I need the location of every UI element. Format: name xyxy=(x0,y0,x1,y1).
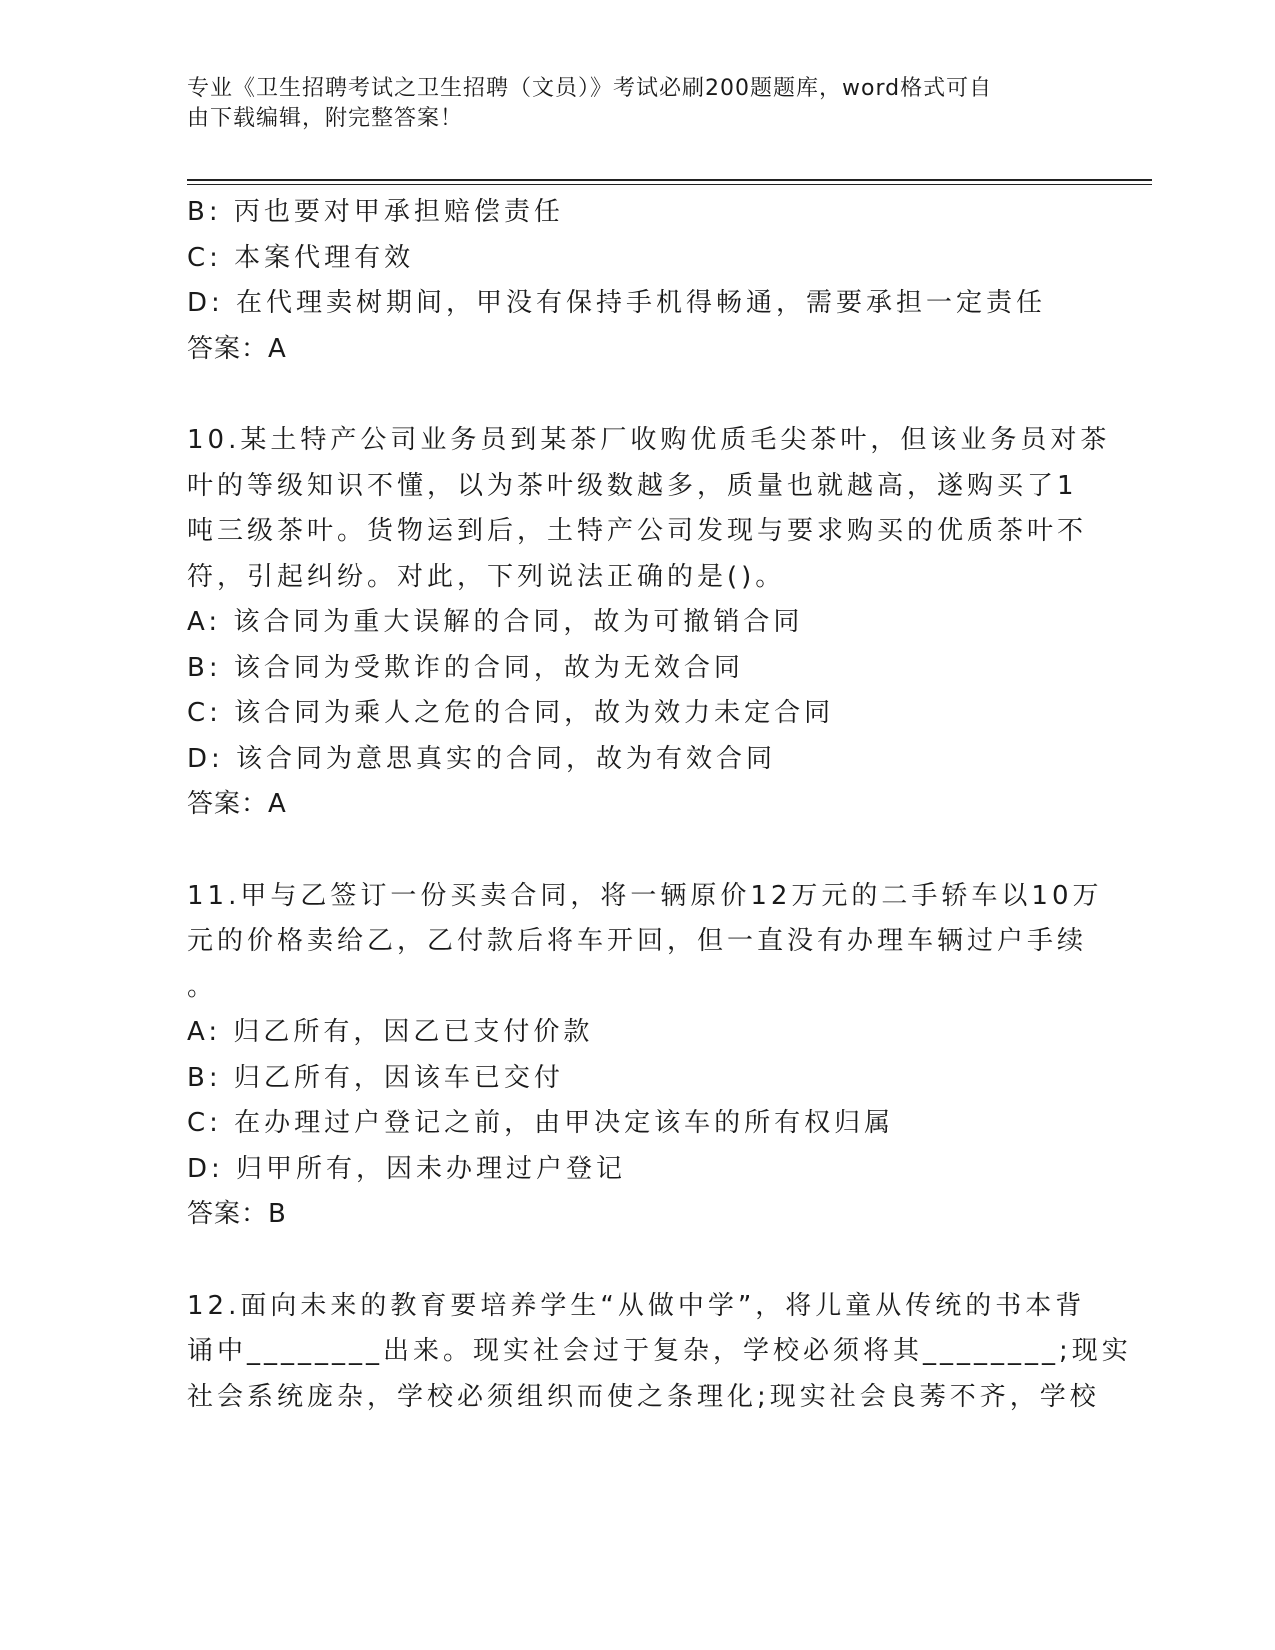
document-body xyxy=(187,190,1132,1420)
q12-stem-line: 诵中________出来。现实社会过于复杂，学校必须将其________;现实 xyxy=(187,1336,1132,1366)
q11-option-d: D: 归甲所有，因未办理过户登记 xyxy=(187,1153,627,1184)
spacer xyxy=(187,1238,1087,1284)
q10-option-a: A: 该合同为重大误解的合同，故为可撤销合同 xyxy=(187,607,804,637)
q10-stem-line: 10.某土特产公司业务员到某茶厂收购优质毛尖茶叶，但该业务员对茶 xyxy=(187,425,1111,455)
q10-option-c: C: 该合同为乘人之危的合同，故为效力未定合同 xyxy=(187,698,835,728)
header-line-2: 由下载编辑，附完整答案！ xyxy=(187,106,464,131)
q11-stem-line: 元的价格卖给乙，乙付款后将车开回，但一直没有办理车辆过户手续 xyxy=(187,926,1088,956)
q12-stem-line: 社会系统庞杂，学校必须组织而使之条理化;现实社会良莠不齐，学校 xyxy=(187,1381,1100,1412)
q11-stem-line: 11.甲与乙签订一份买卖合同，将一辆原价12万元的二手轿车以10万 xyxy=(187,880,1103,911)
spacer xyxy=(187,828,1087,874)
spacer xyxy=(187,372,1087,418)
q9-option-b: B: 丙也要对甲承担赔偿责任 xyxy=(187,197,564,227)
header-rule-thick xyxy=(187,179,1152,181)
q11-answer: 答案：B xyxy=(187,1199,287,1229)
q11-stem-line: 。 xyxy=(187,971,218,1002)
q10-stem-line: 符，引起纠纷。对此，下列说法正确的是()。 xyxy=(187,561,786,592)
q11-option-a: A: 归乙所有，因乙已支付价款 xyxy=(187,1017,594,1047)
q10-stem-line: 吨三级茶叶。货物运到后，土特产公司发现与要求购买的优质茶叶不 xyxy=(187,516,1088,546)
header-rule-thin xyxy=(187,184,1152,185)
q9-option-c: C: 本案代理有效 xyxy=(187,242,415,273)
document-header xyxy=(187,74,1067,134)
q10-stem-line: 叶的等级知识不懂，以为茶叶级数越多，质量也就越高，遂购买了1 xyxy=(187,470,1078,501)
q10-option-d: D: 该合同为意思真实的合同，故为有效合同 xyxy=(187,743,777,774)
q11-option-b: B: 归乙所有，因该车已交付 xyxy=(187,1062,564,1093)
header-line-1: 专业《卫生招聘考试之卫生招聘（文员）》考试必刷200题题库，word格式可自 xyxy=(187,76,993,101)
q10-answer: 答案：A xyxy=(187,789,287,819)
q9-option-d: D: 在代理卖树期间，甲没有保持手机得畅通，需要承担一定责任 xyxy=(187,288,1047,318)
q9-answer: 答案：A xyxy=(187,333,287,364)
q10-option-b: B: 该合同为受欺诈的合同，故为无效合同 xyxy=(187,652,744,683)
q12-stem-line: 12.面向未来的教育要培养学生“从做中学”，将儿童从传统的书本背 xyxy=(187,1290,1086,1321)
q11-option-c: C: 在办理过户登记之前，由甲决定该车的所有权归属 xyxy=(187,1108,895,1138)
